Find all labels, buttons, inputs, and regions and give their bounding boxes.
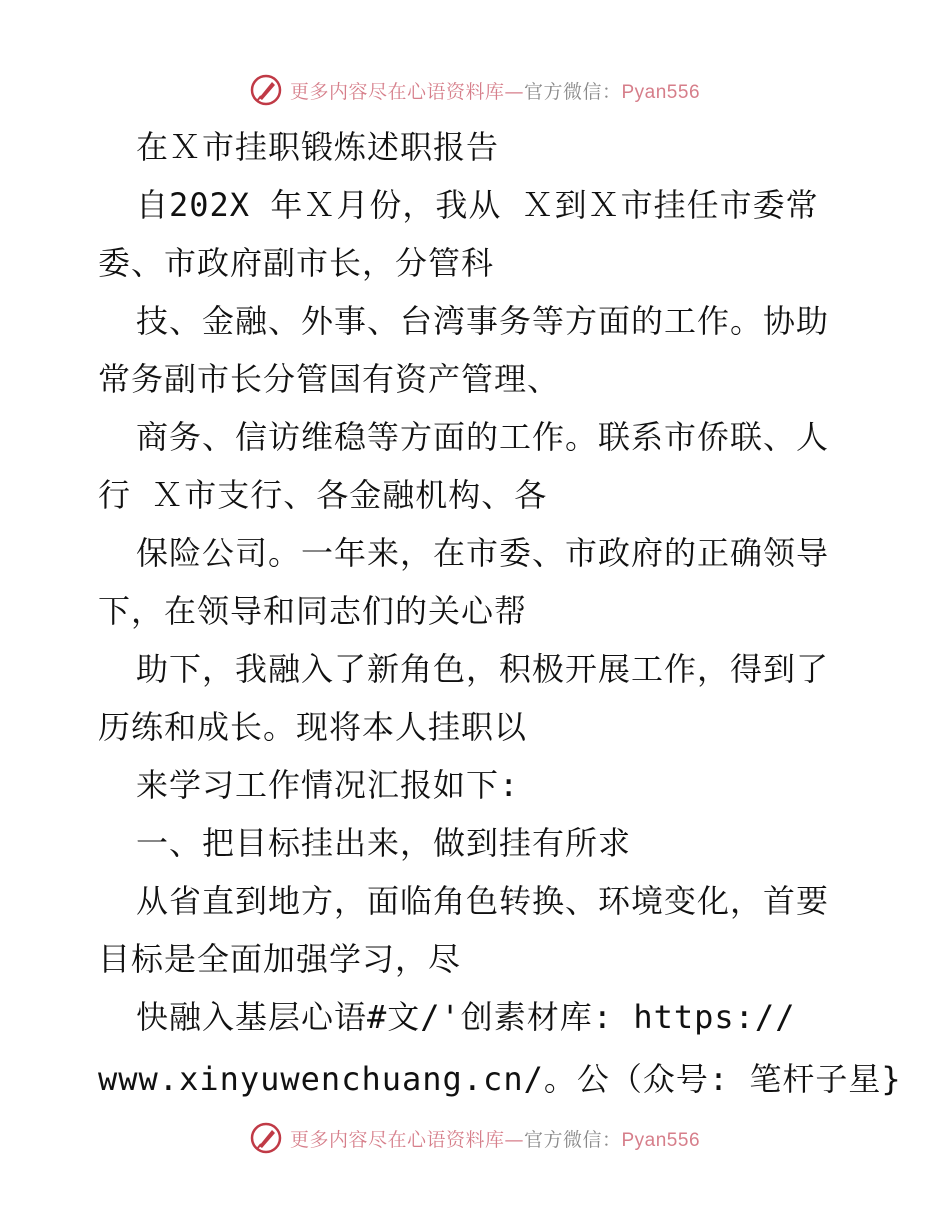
paragraph-line: 常务副市长分管国有资产管理、 xyxy=(98,360,561,398)
footer-watermark-banner xyxy=(0,1118,950,1158)
banner-text xyxy=(290,77,700,104)
banner-library-text: 更多内容尽在心语资料库 xyxy=(289,80,505,103)
paragraph-line: 委、市政府副市长，分管科 xyxy=(98,244,495,282)
document-title: 在Ｘ市挂职锻炼述职报告 xyxy=(136,128,500,166)
paragraph-line: 目标是全面加强学习，尽 xyxy=(98,940,462,978)
paragraph-line: 行 Ｘ市支行、各金融机构、各 xyxy=(98,476,548,514)
banner-official-label: 官方微信： xyxy=(523,80,622,103)
banner-dash: — xyxy=(504,80,524,103)
section-heading: 一、把目标挂出来，做到挂有所求 xyxy=(136,824,632,862)
feather-pen-logo-icon xyxy=(250,74,282,106)
paragraph-line: 从省直到地方，面临角色转换、环境变化，首要 xyxy=(136,882,830,920)
paragraph-line: www.xinyuwenchuang.cn/。公（众号: 笔杆子星} xyxy=(98,1060,902,1098)
paragraph-line: 自202X 年Ｘ月份，我从 Ｘ到Ｘ市挂任市委常 xyxy=(136,186,819,224)
paragraph-line: 商务、信访维稳等方面的工作。联系市侨联、人 xyxy=(136,418,830,456)
paragraph-line: 保险公司。一年来，在市委、市政府的正确领导 xyxy=(136,534,830,572)
feather-pen-logo-icon xyxy=(250,1122,282,1154)
banner-library-text: 更多内容尽在心语资料库 xyxy=(289,1128,505,1151)
banner-dash: — xyxy=(504,1128,524,1151)
paragraph-line: 快融入基层心语#文/'创素材库: https:// xyxy=(136,998,796,1036)
paragraph-line: 助下，我融入了新角色，积极开展工作，得到了 xyxy=(136,650,830,688)
paragraph-line: 历练和成长。现将本人挂职以 xyxy=(98,708,528,746)
banner-wechat-id: Pyan556 xyxy=(621,81,701,103)
banner-wechat-id: Pyan556 xyxy=(621,1129,701,1151)
paragraph-line: 技、金融、外事、台湾事务等方面的工作。协助 xyxy=(136,302,830,340)
header-watermark-banner xyxy=(0,70,950,110)
banner-official-label: 官方微信： xyxy=(523,1128,622,1151)
banner-text xyxy=(290,1125,700,1152)
paragraph-line: 下，在领导和同志们的关心帮 xyxy=(98,592,528,630)
paragraph-line: 来学习工作情况汇报如下: xyxy=(136,766,520,804)
